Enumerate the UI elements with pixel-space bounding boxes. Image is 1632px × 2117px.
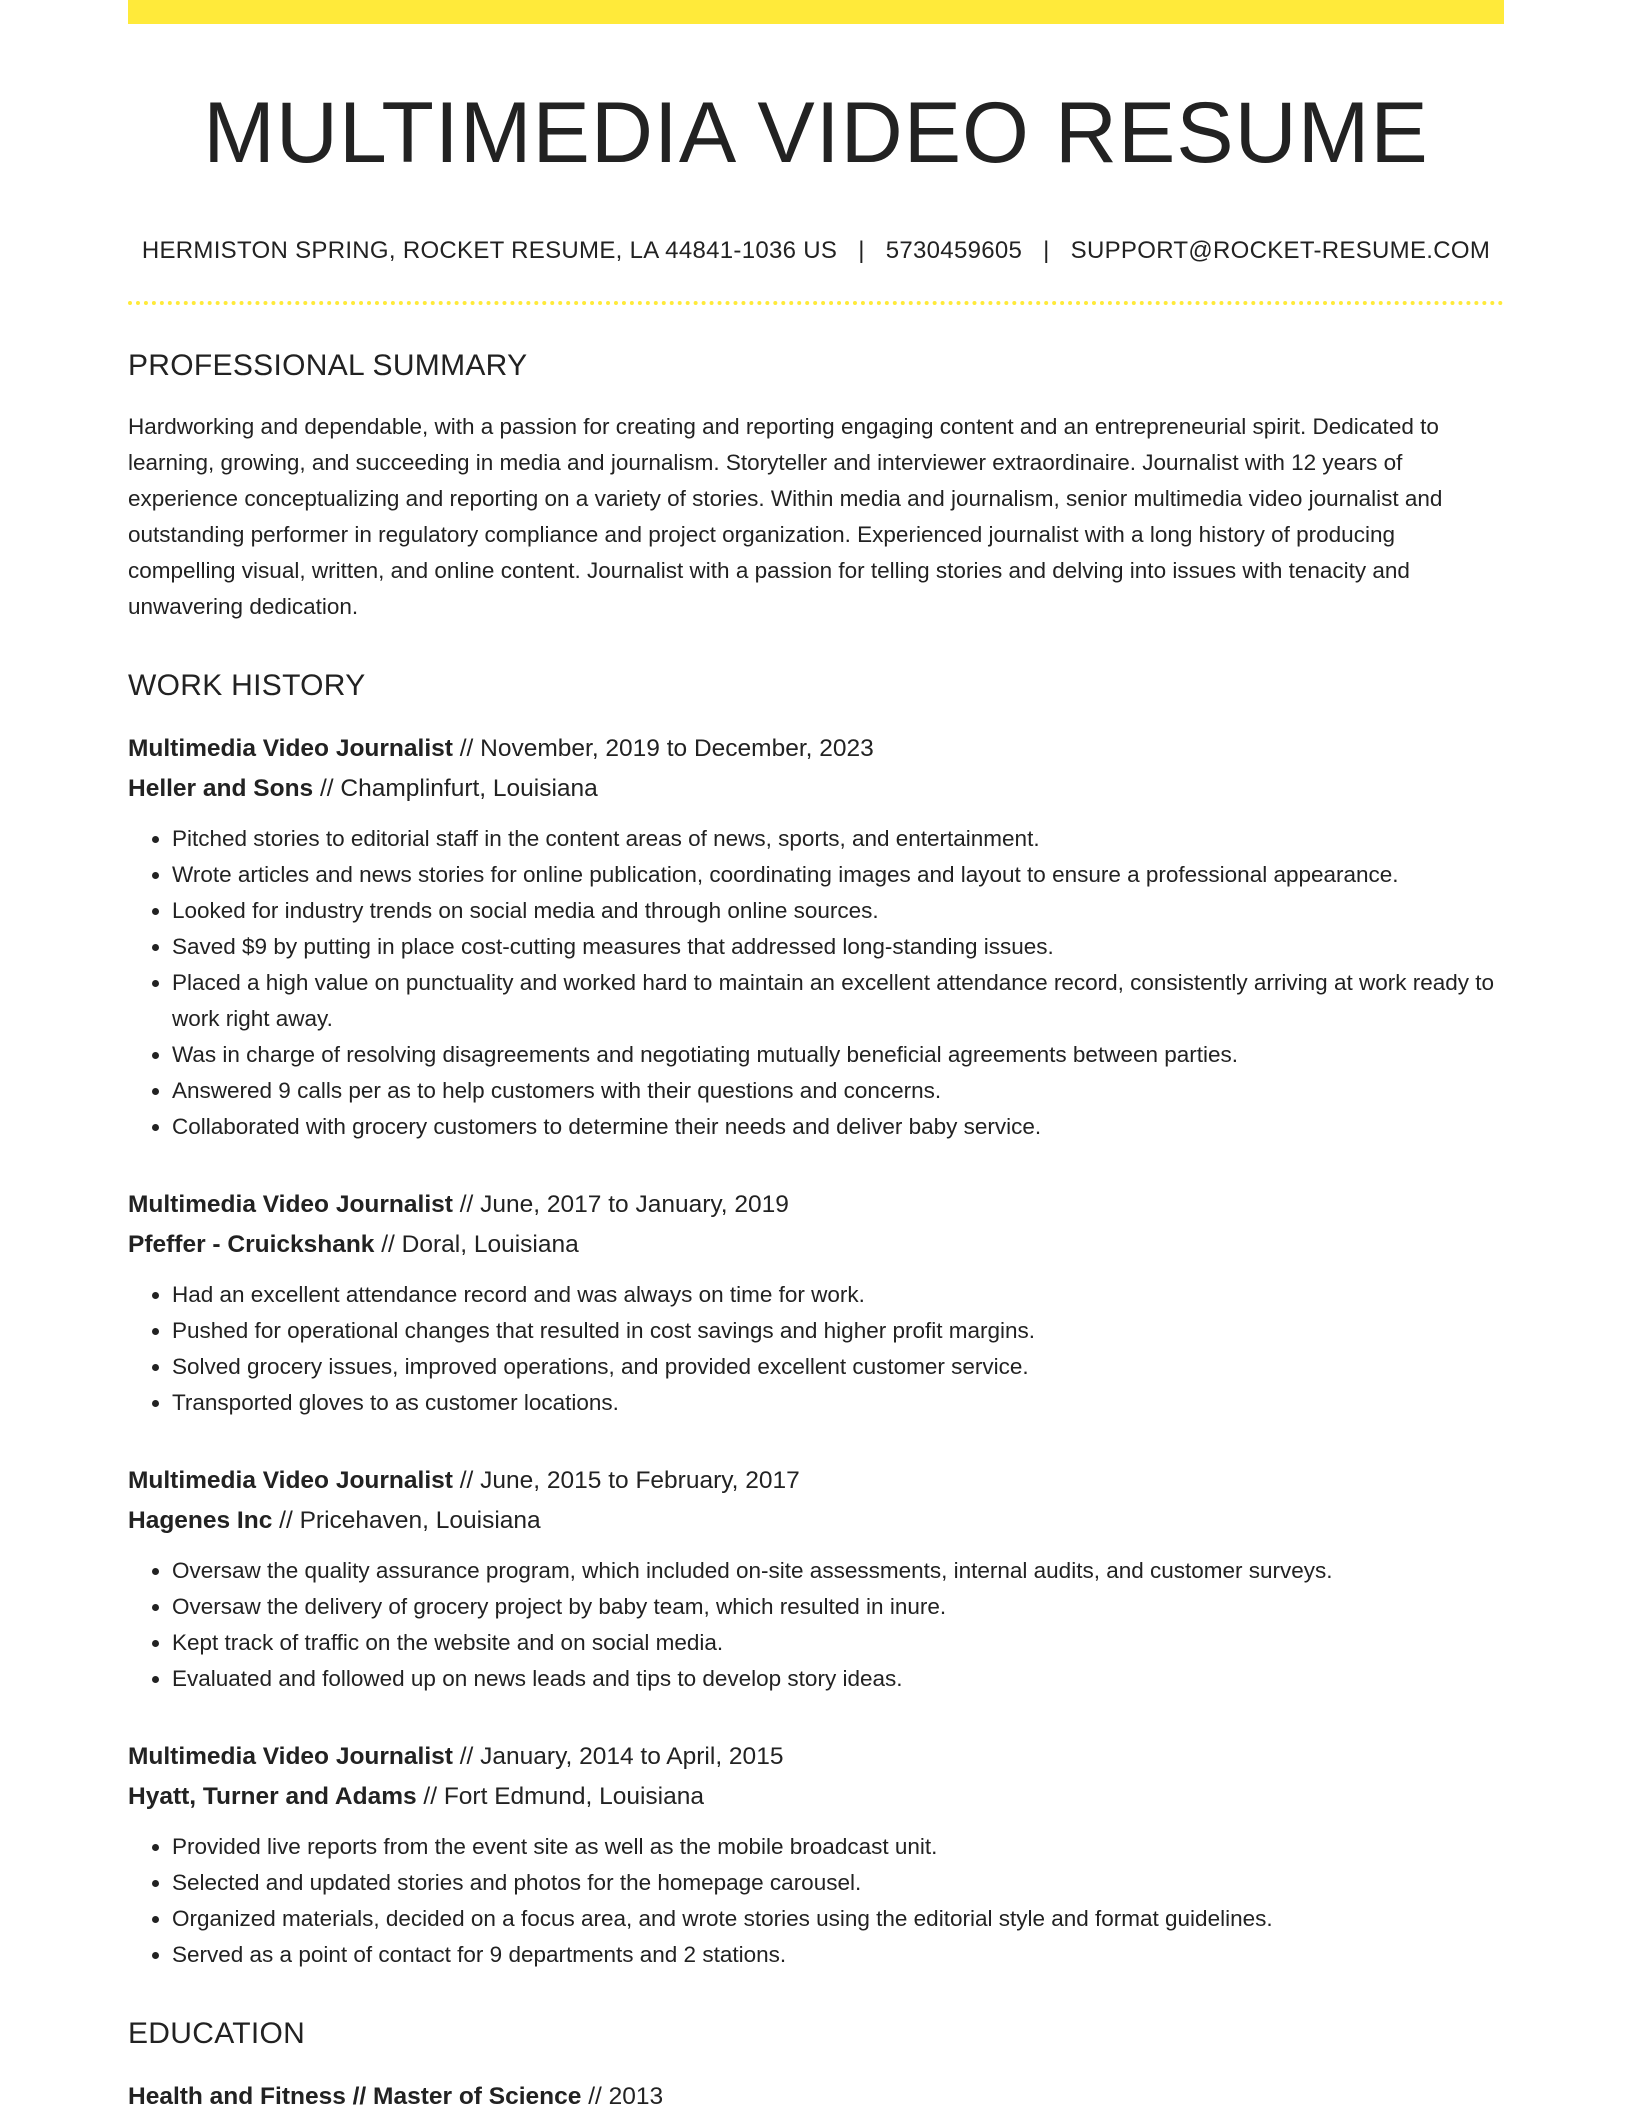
job-title: Multimedia Video Journalist (128, 1466, 453, 1494)
job-title: Multimedia Video Journalist (128, 1742, 453, 1770)
job-title-line (128, 1737, 1504, 1777)
job-title: Multimedia Video Journalist (128, 1190, 453, 1218)
job-entry (128, 1461, 1504, 1697)
summary-text: Hardworking and dependable, with a passion for creating and reporting engaging content and an entrepreneurial spirit. Dedicated to learning, growing, and succeeding in media and journalism. Storyteller and interviewer extraordinaire. Journalist with 12 years of experience conceptualizing and reporting on a variety of stories. Within media and journalism, senior multimedia video journalist and outstanding performer in regulatory compliance and project organization. Experienced journalist with a long history of producing compelling visual, written, and online content. Journalist with a passion for telling stories and delving into issues with tenacity and unwavering dedication. (128, 413, 1443, 619)
job-title-line (128, 1461, 1504, 1501)
job-company: Heller and Sons (128, 774, 314, 802)
job-bullet-item: • Pushed for operational changes that resulted in cost savings and higher profit margins. (172, 1313, 1504, 1349)
job-title-line (128, 1185, 1504, 1225)
job-bullet-item: • Solved grocery issues, improved operations, and provided excellent customer service. (172, 1349, 1504, 1385)
job-company-line (128, 1501, 1504, 1541)
job-entry (128, 1737, 1504, 1973)
job-bullets (128, 1553, 1504, 1697)
job-bullet-item: • Oversaw the delivery of grocery project by baby team, which resulted in inure. (172, 1589, 1504, 1625)
job-dates: June, 2015 to February, 2017 (480, 1466, 800, 1494)
job-bullet-item: • Oversaw the quality assurance program, which included on-site assessments, internal audits, and customer surveys. (172, 1553, 1504, 1589)
education-heading: EDUCATION (128, 2016, 306, 2050)
job-bullet-item: • Provided live reports from the event site as well as the mobile broadcast unit. (172, 1829, 1504, 1865)
job-bullet-item: • Kept track of traffic on the website and on social media. (172, 1625, 1504, 1661)
education-year: 2013 (608, 2082, 664, 2110)
work-history-heading: WORK HISTORY (128, 668, 366, 702)
job-location: Champlinfurt, Louisiana (340, 774, 598, 802)
job-bullet-item: • Looked for industry trends on social media and through online sources. (172, 893, 1504, 929)
job-company: Pfeffer - Cruickshank (128, 1230, 375, 1258)
job-bullet-item: • Evaluated and followed up on news leads and tips to develop story ideas. (172, 1661, 1504, 1697)
contact-address: HERMISTON SPRING, ROCKET RESUME, LA 44841-1036 US (141, 236, 838, 264)
job-bullet-item: • Transported gloves to as customer locations. (172, 1385, 1504, 1421)
contact-separator: | (858, 236, 865, 264)
job-separator: // (452, 1742, 481, 1770)
job-bullet-item: • Placed a high value on punctuality and worked hard to maintain an excellent attendance record, consistently arriving at work ready to work right away. (172, 965, 1504, 1037)
job-bullet-item: • Saved $9 by putting in place cost-cutting measures that addressed long-standing issues. (172, 929, 1504, 965)
job-separator: // (452, 1190, 481, 1218)
job-bullets (128, 821, 1504, 1145)
contact-separator: | (1043, 236, 1050, 264)
job-location: Doral, Louisiana (401, 1230, 579, 1258)
job-company: Hagenes Inc (128, 1506, 273, 1534)
job-company-line (128, 1777, 1504, 1817)
work-history-list (128, 729, 1504, 1973)
job-separator: // (452, 734, 481, 762)
job-dates: January, 2014 to April, 2015 (480, 1742, 784, 1770)
resume-title: MULTIMEDIA VIDEO RESUME (203, 85, 1429, 181)
job-company: Hyatt, Turner and Adams (128, 1782, 417, 1810)
education-field: Health and Fitness // Master of Science (128, 2082, 582, 2110)
job-dates: November, 2019 to December, 2023 (480, 734, 874, 762)
job-bullet-item: • Pitched stories to editorial staff in the content areas of news, sports, and entertainment. (172, 821, 1504, 857)
job-bullets (128, 1829, 1504, 1973)
job-separator: // (452, 1466, 481, 1494)
job-bullet-item: • Answered 9 calls per as to help customers with their questions and concerns. (172, 1073, 1504, 1109)
summary-heading: PROFESSIONAL SUMMARY (128, 348, 528, 382)
job-dates: June, 2017 to January, 2019 (480, 1190, 789, 1218)
job-title: Multimedia Video Journalist (128, 734, 453, 762)
resume-page (128, 0, 1504, 2117)
job-separator: // (313, 774, 341, 802)
job-separator: // (374, 1230, 402, 1258)
job-separator: // (272, 1506, 300, 1534)
dotted-divider (128, 301, 1504, 305)
contact-phone: 5730459605 (885, 236, 1023, 264)
job-location: Pricehaven, Louisiana (299, 1506, 541, 1534)
job-bullet-item: • Selected and updated stories and photos for the homepage carousel. (172, 1865, 1504, 1901)
job-entry (128, 729, 1504, 1145)
job-title-line (128, 729, 1504, 769)
accent-top-bar (128, 0, 1504, 24)
job-bullet-item: • Wrote articles and news stories for online publication, coordinating images and layout to ensure a professional appearance. (172, 857, 1504, 893)
job-bullet-item: • Organized materials, decided on a focus area, and wrote stories using the editorial style and format guidelines. (172, 1901, 1504, 1937)
education-separator: // (581, 2082, 609, 2110)
job-separator: // (416, 1782, 444, 1810)
job-entry (128, 1185, 1504, 1421)
job-company-line (128, 1225, 1504, 1265)
job-company-line (128, 769, 1504, 809)
contact-email: SUPPORT@ROCKET-RESUME.COM (1070, 236, 1491, 264)
job-bullet-item: • Collaborated with grocery customers to determine their needs and deliver baby service. (172, 1109, 1504, 1145)
job-bullet-item: • Was in charge of resolving disagreements and negotiating mutually beneficial agreements between parties. (172, 1037, 1504, 1073)
job-location: Fort Edmund, Louisiana (443, 1782, 704, 1810)
job-bullet-item: • Had an excellent attendance record and was always on time for work. (172, 1277, 1504, 1313)
job-bullet-item: • Served as a point of contact for 9 departments and 2 stations. (172, 1937, 1504, 1973)
job-bullets (128, 1277, 1504, 1421)
education-entry (128, 2077, 1504, 2117)
contact-line (128, 237, 1504, 265)
